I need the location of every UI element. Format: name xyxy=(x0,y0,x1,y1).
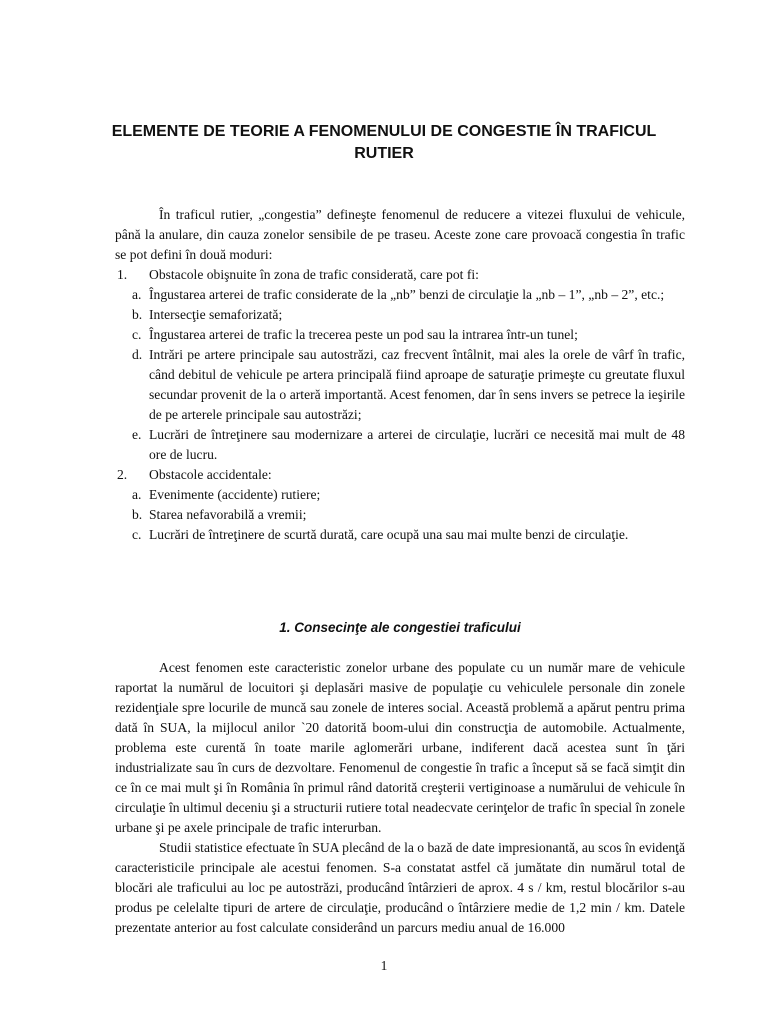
list-1-item-b xyxy=(115,305,685,325)
list-marker: c. xyxy=(132,527,142,542)
document-title: ELEMENTE DE TEORIE A FENOMENULUI DE CONGESTIE ÎN TRAFICUL RUTIER xyxy=(111,123,657,162)
section-paragraph-2: Studii statistice efectuate în SUA plecând de la o bază de date impresionantă, au scos în evidenţă caracteristicile principale ale acestui fenomen. S-a constatat astfel că jumătate din numărul total de blocări ale traficului au loc pe autostrăzi, producând întârzieri de aprox. 4 s / km, restul blocărilor s-au produs pe celelalte tipuri de artere de circulaţie, producând o întârziere medie de 1,2 min / km. Datele prezentate anterior au fost calculate considerând un parcurs mediu anual de 16.000 xyxy=(115,840,685,935)
list-1-label: Obstacole obişnuite în zona de trafic considerată, care pot fi: xyxy=(149,267,479,282)
list-item-text: Starea nefavorabilă a vremii; xyxy=(149,507,307,522)
list-1-heading xyxy=(115,265,685,285)
page-number: 1 xyxy=(380,958,388,973)
list-marker: e. xyxy=(132,427,142,442)
section-paragraph-1: Acest fenomen este caracteristic zonelor urbane des populate cu un număr mare de vehicule raportat la numărul de locuitori şi deplasări masive de populaţie cu vehiculele personale din zonele rezidenţiale spre locurile de muncă sau zonele de interes social. Această problemă a apărut pentru prima dată în SUA, la mijlocul anilor `20 datorită boom-ului din construcţia de automobile. Actualmente, problema este curentă în toate marile aglomerări urbane, indiferent dacă acestea sunt în ţări industrializate sau în curs de dezvoltare. Fenomenul de congestie în trafic a început să se facă simţit din ce în ce mai mult şi în România în primul rând datorită creşterii vertiginoase a numărului de vehicule în circulaţie în ultimul deceniu şi a structurii rutiere total neadecvate cerinţelor de trafic în special în zonele urbane şi pe axele principale de trafic interurban. xyxy=(115,660,685,835)
list-1-item-d xyxy=(115,345,685,425)
list-2-item-b xyxy=(115,505,685,525)
list-item-text: Lucrări de întreţinere sau modernizare a arterei de circulaţie, lucrări ce necesită mai mult de 48 ore de lucru. xyxy=(149,427,685,462)
section-body xyxy=(115,658,685,938)
list-2-heading xyxy=(115,465,685,485)
section-heading: 1. Consecinţe ale congestiei traficului xyxy=(279,620,521,635)
list-item-text: Intrări pe artere principale sau autostrăzi, caz frecvent întâlnit, mai ales la orele de vârf în trafic, când debitul de vehicule pe artera principală fiind aproape de saturaţie primeşte cu greutate fluxul secundar provenit de la o arteră importantă. Acest fenomen, dar în sens invers se petrece la ieşirile de pe arterele principale sau autostrăzi; xyxy=(149,347,685,422)
list-marker: b. xyxy=(132,507,143,522)
intro-block xyxy=(115,205,685,545)
list-marker: d. xyxy=(132,347,143,362)
list-2-item-c xyxy=(115,525,685,545)
list-item-text: Evenimente (accidente) rutiere; xyxy=(149,487,321,502)
list-item-text: Îngustarea arterei de trafic considerate de la „nb” benzi de circulaţie la „nb – 1”, „nb – 2”, etc.; xyxy=(149,287,665,302)
list-1-marker: 1. xyxy=(117,267,128,282)
list-1-item-c xyxy=(115,325,685,345)
list-2-marker: 2. xyxy=(117,467,128,482)
list-item-text: Intersecţie semaforizată; xyxy=(149,307,283,322)
list-1-item-a xyxy=(115,285,685,305)
intro-paragraph: În traficul rutier, „congestia” defineşte fenomenul de reducere a vitezei fluxului de vehicule, până la anulare, din cauza zonelor sensibile de pe traseu. Aceste zone care provoacă congestia în trafic se pot defini în două moduri: xyxy=(115,207,685,262)
list-2-label: Obstacole accidentale: xyxy=(149,467,272,482)
list-marker: c. xyxy=(132,327,142,342)
list-item-text: Îngustarea arterei de trafic la trecerea peste un pod sau la intrarea într-un tunel; xyxy=(149,327,578,342)
list-marker: b. xyxy=(132,307,143,322)
list-marker: a. xyxy=(132,487,142,502)
list-item-text: Lucrări de întreţinere de scurtă durată, care ocupă una sau mai multe benzi de circulaţie. xyxy=(149,527,629,542)
list-2-item-a xyxy=(115,485,685,505)
list-1-item-e xyxy=(115,425,685,465)
list-marker: a. xyxy=(132,287,142,302)
